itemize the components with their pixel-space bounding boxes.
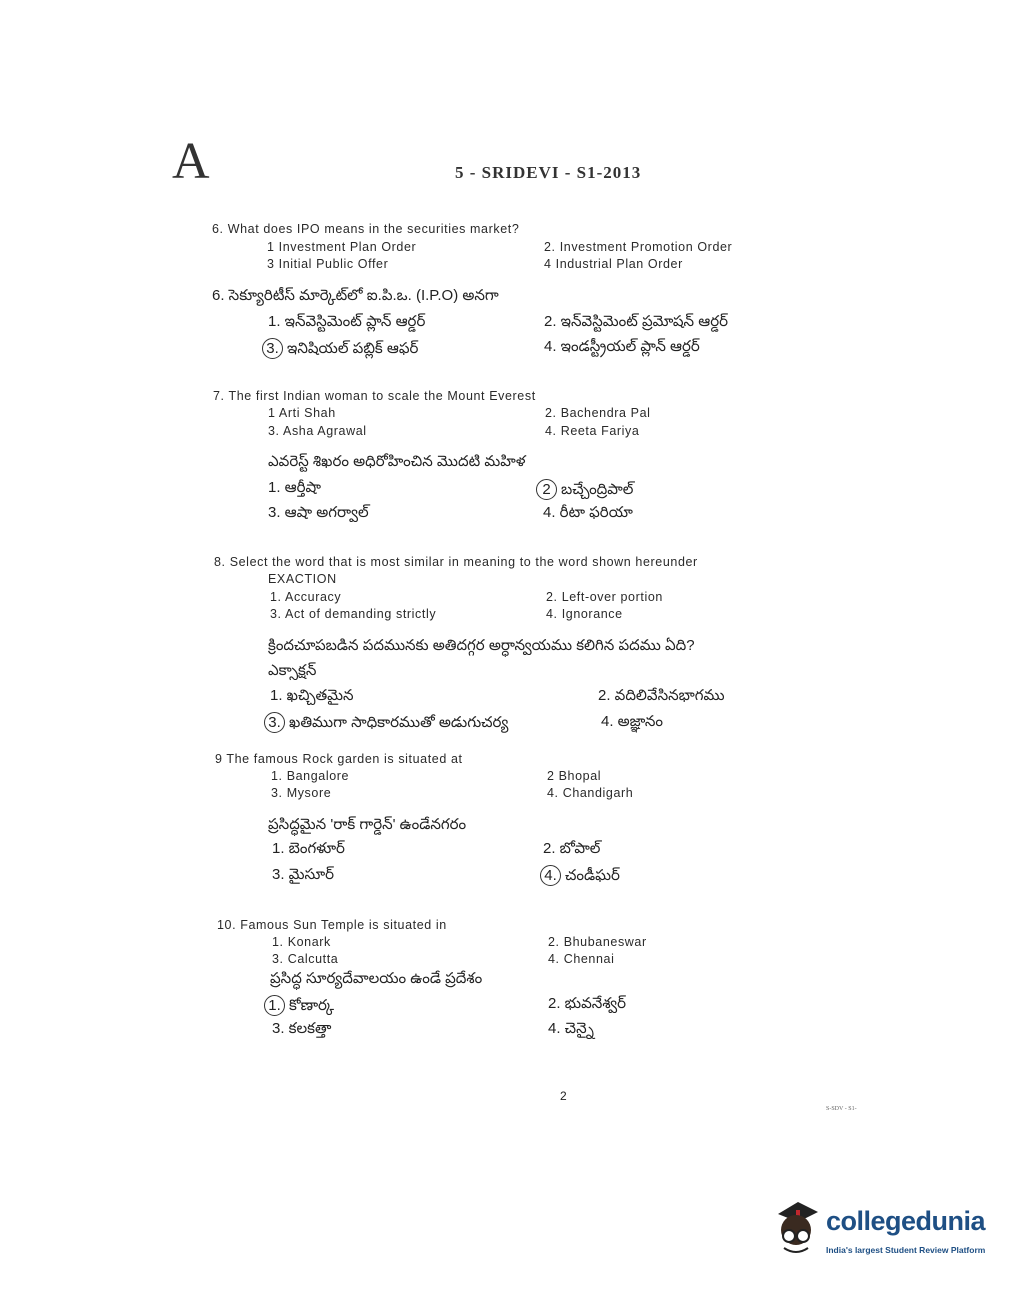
question-stem: 10. Famous Sun Temple is situated in (217, 918, 447, 932)
collegedunia-logo (768, 1196, 998, 1266)
option: 2 Bhopal (547, 769, 602, 783)
option: 3. Asha Agrawal (268, 424, 367, 438)
option: 2. Investment Promotion Order (544, 240, 733, 254)
question-stem-telugu: 6. సెక్యూరిటీస్ మార్కెట్‌లో ఐ.పి.ఒ. (I.P.O) అనగా (212, 287, 499, 304)
option: 3. మైసూర్ (272, 866, 334, 883)
answer-option (268, 995, 334, 1016)
option: 4. Reeta Fariya (545, 424, 640, 438)
page-code: S-SDV - S1- (826, 1106, 857, 1112)
page-number: 2 (560, 1089, 567, 1103)
option-text: ఖతిముగా సాధికారముతో అడుగుచర్య (289, 714, 509, 731)
question-word-telugu: ఎక్సాక్షన్ (268, 662, 317, 679)
answer-option (540, 479, 633, 500)
brand-tagline: India's largest Student Review Platform (826, 1245, 986, 1255)
option: 3. కలకత్తా (272, 1020, 332, 1037)
option: 2. Left-over portion (546, 590, 663, 604)
question-stem: 6. What does IPO means in the securities market? (212, 222, 520, 236)
option: 1 Investment Plan Order (267, 240, 417, 254)
option: 3. ఆషా అగర్వాల్ (268, 504, 369, 521)
option: 1. Bangalore (271, 769, 350, 783)
option: 3. Mysore (271, 786, 332, 800)
option: 4. అజ్ఞానం (601, 713, 664, 730)
question-stem: 9 The famous Rock garden is situated at (215, 752, 463, 766)
page-title: 5 - SRIDEVI - S1-2013 (455, 163, 642, 182)
question-stem: 8. Select the word that is most similar in meaning to the word shown hereunder (214, 555, 698, 569)
option: 2. బోపాల్ (543, 840, 601, 857)
option: 1 Arti Shah (268, 406, 336, 420)
option: 4. Ignorance (546, 607, 623, 621)
option: 2. Bachendra Pal (545, 406, 651, 420)
option: 1. ఇన్‌వెస్టిమెంట్ ప్లాన్ ఆర్డర్ (268, 313, 426, 330)
option: 1. బెంగళూర్ (272, 840, 345, 857)
option: 2. భువనేశ్వర్ (548, 995, 626, 1012)
option: 3. Act of demanding strictly (270, 607, 437, 621)
option: 1. ఖచ్చితమైన (270, 687, 354, 704)
option: 4. ఇండస్ట్రీయల్ ప్లాన్ ఆర్డర్ (544, 338, 700, 355)
option: 4. Chandigarh (547, 786, 634, 800)
option-text: ఇనిషియల్ పబ్లిక్ ఆఫర్ (287, 340, 419, 357)
option: 1. Accuracy (270, 590, 342, 604)
question-stem: 7. The first Indian woman to scale the Mount Everest (213, 389, 536, 403)
option: 3. Calcutta (272, 952, 339, 966)
option: 2. ఇన్‌వెస్టిమెంట్ ప్రమోషన్ ఆర్డర్ (544, 313, 728, 330)
question-stem-telugu: ప్రసిద్ధమైన 'రాక్ గార్డెన్' ఉండేనగరం (268, 816, 467, 833)
mascot-icon (768, 1196, 826, 1260)
option: 4. రీటా ఫరియా (543, 504, 633, 521)
option-text: బచ్చేంద్రిపాల్ (561, 481, 634, 498)
brand-name: collegedunia (826, 1206, 986, 1236)
answer-option (268, 712, 508, 733)
question-word: EXACTION (268, 572, 337, 586)
answer-circle: 1. (264, 995, 285, 1016)
option-text: కోణార్క (289, 997, 335, 1014)
question-stem-telugu: క్రిందచూపబడిన పదమునకు అతిదగ్గర అర్ధాన్వయము కలిగిన పదము ఏది? (268, 637, 695, 654)
option: 4. Chennai (548, 952, 615, 966)
answer-circle: 3. (262, 338, 283, 359)
option-text: చండీఘర్ (565, 867, 620, 884)
answer-circle: 3. (264, 712, 285, 733)
option: 2. వదిలివేసినభాగము (598, 687, 725, 704)
option: 4. చెన్నై (548, 1020, 594, 1037)
option: 1. Konark (272, 935, 331, 949)
answer-circle: 2 (536, 479, 557, 500)
answer-option (266, 338, 418, 359)
answer-circle: 4. (540, 865, 561, 886)
answer-option (544, 865, 620, 886)
question-stem-telugu: ఎవరెస్ట్ శిఖరం అధిరోహించిన మొదటి మహిళ (268, 453, 526, 470)
option: 1. ఆర్తీషా (268, 479, 322, 496)
question-stem-telugu: ప్రసిద్ధ సూర్యదేవాలయం ఉండే ప్రదేశం (270, 970, 483, 987)
option: 3 Initial Public Offer (267, 257, 389, 271)
option: 2. Bhubaneswar (548, 935, 647, 949)
section-letter: A (172, 133, 210, 190)
option: 4 Industrial Plan Order (544, 257, 683, 271)
